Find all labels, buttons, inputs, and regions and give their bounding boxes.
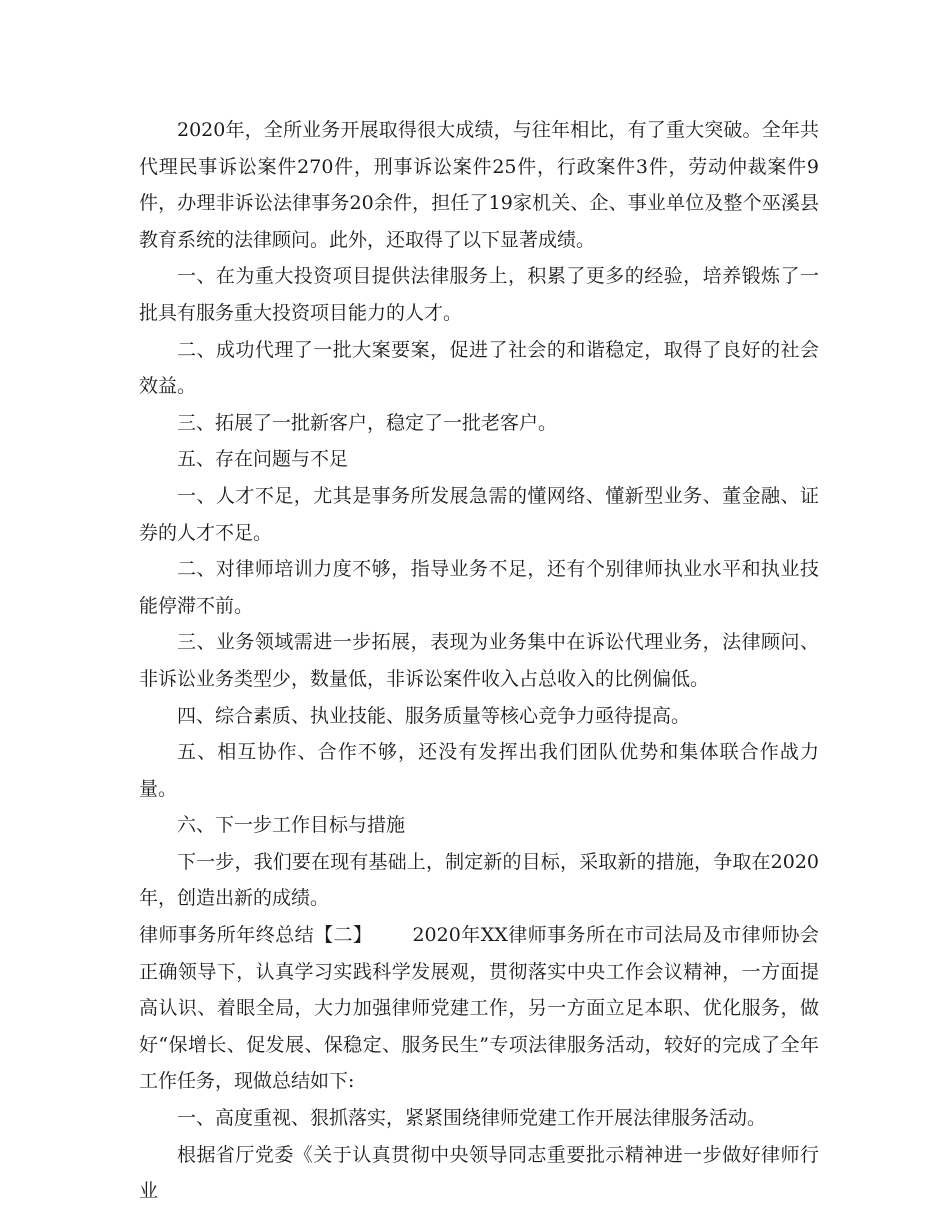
paragraph-provincial-notice: 根据省厅党委《关于认真贯彻中央领导同志重要批示精神进一步做好律师行业 xyxy=(139,1143,819,1203)
paragraph-achievement-3: 三、拓展了一批新客户，稳定了一批老客户。 xyxy=(177,411,558,434)
section-heading: 律师事务所年终总结【二】 xyxy=(139,924,373,947)
paragraph-party-building: 一、高度重视、狠抓落实，紧紧围绕律师党建工作开展法律服务活动。 xyxy=(177,1107,767,1130)
heading-problems: 五、存在问题与不足 xyxy=(177,448,349,471)
document-body xyxy=(139,112,819,1210)
paragraph-problem-3: 三、业务领域需进一步拓展，表现为业务集中在诉讼代理业务，法律顾问、非诉讼业务类型少，数量低，非诉讼案件收入占总收入的比例偏低。 xyxy=(139,631,819,690)
heading-next-steps: 六、下一步工作目标与措施 xyxy=(177,814,406,837)
paragraph-achievement-1: 一、在为重大投资项目提供法律服务上，积累了更多的经验，培养锻炼了一批具有服务重大投资项目能力的人才。 xyxy=(139,265,819,324)
paragraph-achievement-2: 二、成功代理了一批大案要案，促进了社会的和谐稳定，取得了良好的社会效益。 xyxy=(139,338,819,398)
section-body: 2020年XX律师事务所在市司法局及市律师协会正确领导下，认真学习实践科学发展观，贯彻落实中央工作会议精神，一方面提高认识、着眼全局，大力加强律师党建工作，另一方面立足本职、优化服务，做好“保增长、促发展、保稳定、服务民生”专项法律服务活动，较好的完成了全年工作任务，现做总结如下: xyxy=(139,924,819,1093)
paragraph-problem-2: 二、对律师培训力度不够，指导业务不足，还有个别律师执业水平和执业技能停滞不前。 xyxy=(139,558,819,617)
paragraph-problem-5: 五、相互协作、合作不够，还没有发挥出我们团队优势和集体联合作战力量。 xyxy=(139,741,819,800)
paragraph-problem-1: 一、人才不足，尤其是事务所发展急需的懂网络、懂新型业务、董金融、证券的人才不足。 xyxy=(139,484,819,544)
paragraph-summary: 2020年，全所业务开展取得很大成绩，与往年相比，有了重大突破。全年共代理民事诉讼案件270件，刑事诉讼案件25件，行政案件3件，劳动仲裁案件9件，办理非诉讼法律事务20余件，担任了19家机关、企、事业单位及整个巫溪县教育系统的法律顾问。此外，还取得了以下显著成绩。 xyxy=(139,119,819,251)
section-two xyxy=(139,917,819,1100)
paragraph-problem-4: 四、综合素质、执业技能、服务质量等核心竞争力亟待提高。 xyxy=(177,704,691,727)
paragraph-next-steps: 下一步，我们要在现有基础上，制定新的目标，采取新的措施，争取在2020年，创造出新的成绩。 xyxy=(139,850,819,910)
